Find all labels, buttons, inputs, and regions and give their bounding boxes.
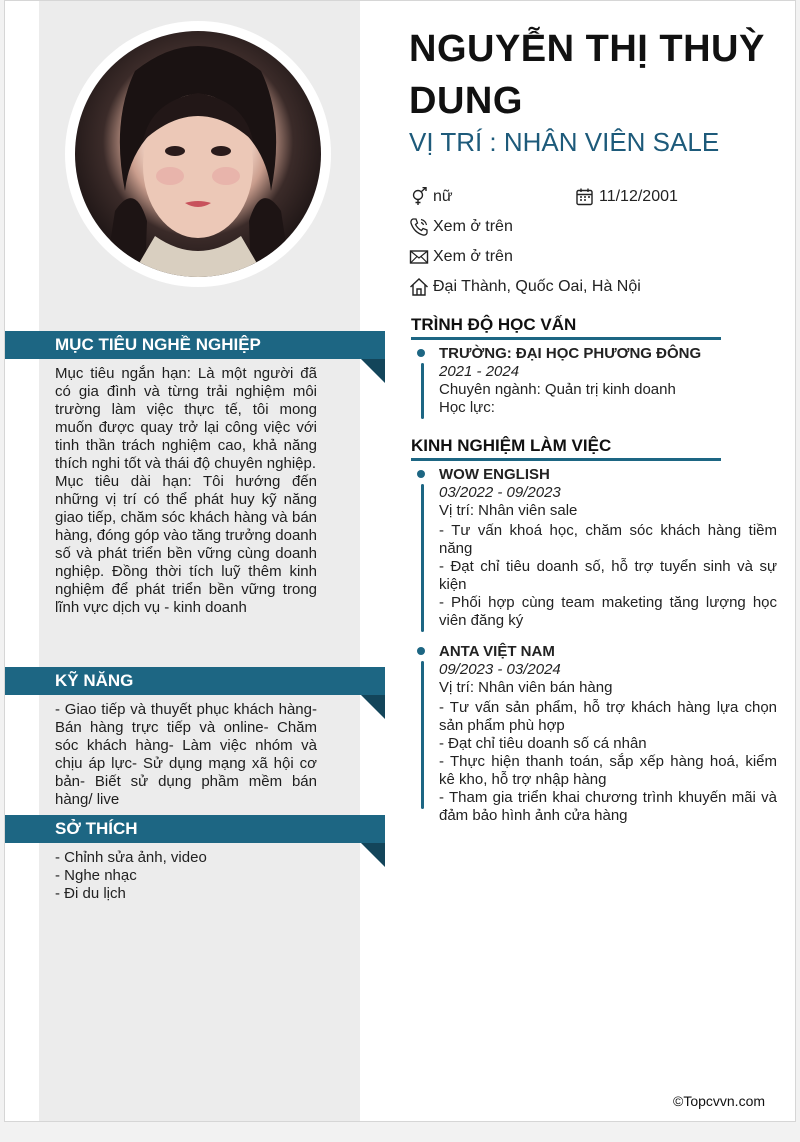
education-title: TRÌNH ĐỘ HỌC VẤN [411,315,721,340]
watermark: ©Topcvvn.com [673,1093,766,1109]
job-dates: 03/2022 - 09/2023 [439,484,561,501]
timeline-dot [417,470,425,478]
job-position: VỊ TRÍ : NHÂN VIÊN SALE [409,127,720,157]
job-task: - Phối hợp cùng team maketing tăng lượng học viên đăng ký [439,594,777,629]
cv-page [4,0,796,1122]
skills-section [5,667,385,809]
job-task: - Tư vấn khoá học, chăm sóc khách hàng tiềm năng [439,522,777,557]
email-info [409,247,513,267]
skills-text: - Giao tiếp và thuyết phục khách hàng- Bán hàng trực tiếp và online- Chăm sóc khách hàng- Làm việc nhóm và chịu áp lực- Sử dụng mạng xã hội cơ bản- Biết sử dụng phầm mềm bán hàng/ live [55,701,317,808]
email-value: Xem ở trên [433,248,513,265]
job-entry [417,466,777,630]
list-item: - Đi du lịch [55,885,126,902]
phone-icon [409,217,429,237]
job-role: Vị trí: Nhân viên sale [439,502,578,519]
objective-text [55,365,317,617]
timeline-dot [417,349,425,357]
calendar-icon [575,187,595,207]
education-entry [417,345,777,417]
education-dates: 2021 - 2024 [439,363,520,380]
list-item: - Nghe nhạc [55,867,137,884]
objective-title: MỤC TIÊU NGHỀ NGHIỆP [5,331,385,359]
phone-value: Xem ở trên [433,218,513,235]
address-info [409,277,641,297]
birthday-value: 11/12/2001 [599,188,678,205]
ribbon-fold [361,695,385,719]
school-name: TRƯỜNG: ĐẠI HỌC PHƯƠNG ĐÔNG [439,345,702,362]
timeline-line [421,661,424,809]
job-task: - Tham gia triển khai chương trình khuyến mãi và đảm bảo hình ảnh cửa hàng [439,789,777,824]
candidate-name: NGUYỄN THỊ THUỲ DUNG [409,28,765,122]
birthday-info [575,187,678,207]
skills-title: KỸ NĂNG [5,667,385,695]
ribbon-fold [361,843,385,867]
ribbon-fold [361,359,385,383]
hobbies-list [55,849,385,903]
home-icon [409,277,429,297]
gender-icon [409,187,429,207]
objective-short-term: Mục tiêu ngắn hạn: Là một người đã có gia đình và từng trải nghiệm môi trường làm việc thực tế, tôi mong muốn được quay trở lại công việc với tinh thần trách nghiệm cao, khả năng thích nghi tốt và thái độ chuyên nghiệp. [55,365,317,472]
hobbies-title: SỞ THÍCH [5,815,385,843]
education-major: Chuyên ngành: Quản trị kinh doanh [439,381,676,398]
hobbies-section [5,815,385,903]
company-name: WOW ENGLISH [439,466,550,483]
phone-info [409,217,513,237]
address-value: Đại Thành, Quốc Oai, Hà Nội [433,278,641,295]
education-grade: Học lực: [439,399,495,416]
timeline-dot [417,647,425,655]
experience-title: KINH NGHIỆM LÀM VIỆC [411,436,721,461]
job-dates: 09/2023 - 03/2024 [439,661,561,678]
avatar-frame [65,21,331,287]
gender-value: nữ [433,188,453,205]
job-role: Vị trí: Nhân viên bán hàng [439,679,613,696]
gender-info [409,187,453,207]
list-item: - Chỉnh sửa ảnh, video [55,849,207,866]
job-task: - Tư vấn sản phẩm, hỗ trợ khách hàng lựa chọn sản phẩm phù hợp [439,699,777,734]
avatar [75,31,321,277]
timeline-line [421,363,424,419]
job-entry [417,643,777,825]
timeline-line [421,484,424,632]
objective-long-term: Mục tiêu dài hạn: Tôi hướng đến những vị trí có thể phát huy kỹ năng giao tiếp, chăm sóc khách hàng và bán hàng, đóng góp vào tăng trưởng doanh số và phát triển bền vững cùng doanh nghiệp. Đồng thời tích luỹ thêm kinh nghiệm để phát triển bền vững trong lĩnh vực dịch vụ - kinh doanh [55,473,317,616]
job-task: - Đạt chỉ tiêu doanh số cá nhân [439,735,647,752]
company-name: ANTA VIỆT NAM [439,643,555,660]
job-task: - Thực hiện thanh toán, sắp xếp hàng hoá, kiểm kê kho, hỗ trợ nhập hàng [439,753,777,788]
objective-section [5,331,385,617]
job-task: - Đạt chỉ tiêu doanh số, hỗ trợ tuyển sinh và sự kiện [439,558,777,593]
mail-icon [409,247,429,267]
